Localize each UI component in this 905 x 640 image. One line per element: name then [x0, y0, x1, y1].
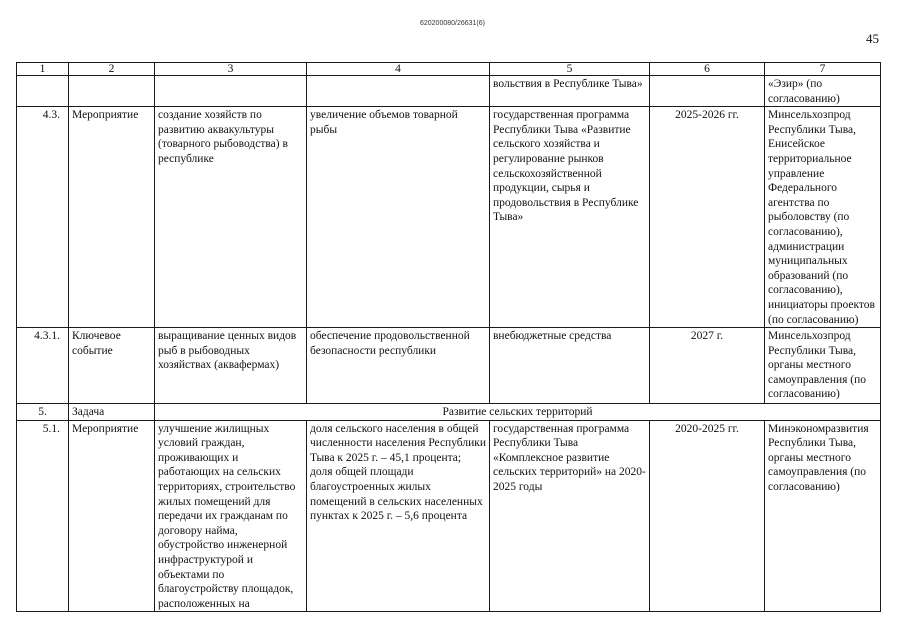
column-header-row: [17, 63, 881, 76]
row-number: [17, 76, 69, 107]
column-header: 4: [307, 63, 490, 76]
row-number: 5.1.: [17, 420, 69, 612]
row-source: государственная программа Республики Тыва «Развитие сельского хозяйства и регулирование рынков сельскохозяйственной продукции, сырья и продовольствия в Республике Тыва»: [490, 107, 650, 328]
row-content: создание хозяйств по развитию аквакультуры (товарного рыбоводства) в республике: [155, 107, 307, 328]
column-header: 3: [155, 63, 307, 76]
row-source: государственная программа Республики Тыва «Комплексное развитие сельских территорий» на 2020-2025 годы: [490, 420, 650, 612]
table-row: [17, 328, 881, 404]
document-id: 620200080/26631(6): [419, 20, 485, 27]
row-responsible: Минсельхозпрод Республики Тыва, Енисейское территориальное управление Федерального агентства по рыболовству (по согласованию), администрации муниципальных образований (по согласованию), инициаторы проектов (по согласованию): [765, 107, 881, 328]
row-responsible: «Эзир» (по согласованию): [765, 76, 881, 107]
row-type: [69, 76, 155, 107]
row-period: [650, 76, 765, 107]
row-type: Мероприятие: [69, 107, 155, 328]
row-type: Мероприятие: [69, 420, 155, 612]
row-result: [307, 76, 490, 107]
row-type: Задача: [69, 404, 155, 421]
row-content: выращивание ценных видов рыб в рыбоводных хозяйствах (аквафермах): [155, 328, 307, 404]
measures-table: [16, 62, 881, 612]
row-responsible: Минсельхозпрод Республики Тыва, органы местного самоуправления (по согласованию): [765, 328, 881, 404]
row-responsible: Минэкономразвития Республики Тыва, органы местного самоуправления (по согласованию): [765, 420, 881, 612]
row-result: обеспечение продовольственной безопасности республики: [307, 328, 490, 404]
column-header: 1: [17, 63, 69, 76]
column-header: 2: [69, 63, 155, 76]
column-header: 7: [765, 63, 881, 76]
row-number: 4.3.1.: [17, 328, 69, 404]
task-title: Развитие сельских территорий: [155, 404, 881, 421]
row-content: улучшение жилищных условий граждан, проживающих и работающих на сельских территориях, строительство жилых помещений для передачи их гражданам по договору найма, обустройство инженерной инфраструктурой и объектами по благоустройству площадок, расположенных на: [155, 420, 307, 612]
row-result: доля сельского населения в общей численности населения Республики Тыва к 2025 г. – 45,1 процента; доля общей площади благоустроенных жилых помещений в сельских населенных пунктах к 2025 г. – 5,6 процента: [307, 420, 490, 612]
row-number: 4.3.: [17, 107, 69, 328]
column-header: 6: [650, 63, 765, 76]
row-period: 2027 г.: [650, 328, 765, 404]
row-type: Ключевое событие: [69, 328, 155, 404]
row-period: 2020-2025 гг.: [650, 420, 765, 612]
row-period: 2025-2026 гг.: [650, 107, 765, 328]
page-number: 45: [866, 31, 879, 46]
row-source: внебюджетные средства: [490, 328, 650, 404]
table-row: [17, 420, 881, 612]
table-row: [17, 107, 881, 328]
column-header: 5: [490, 63, 650, 76]
table-row: [17, 76, 881, 107]
task-row: [17, 404, 881, 421]
row-source: вольствия в Республике Тыва»: [490, 76, 650, 107]
row-content: [155, 76, 307, 107]
row-number: 5.: [17, 404, 69, 421]
row-result: увеличение объемов товарной рыбы: [307, 107, 490, 328]
